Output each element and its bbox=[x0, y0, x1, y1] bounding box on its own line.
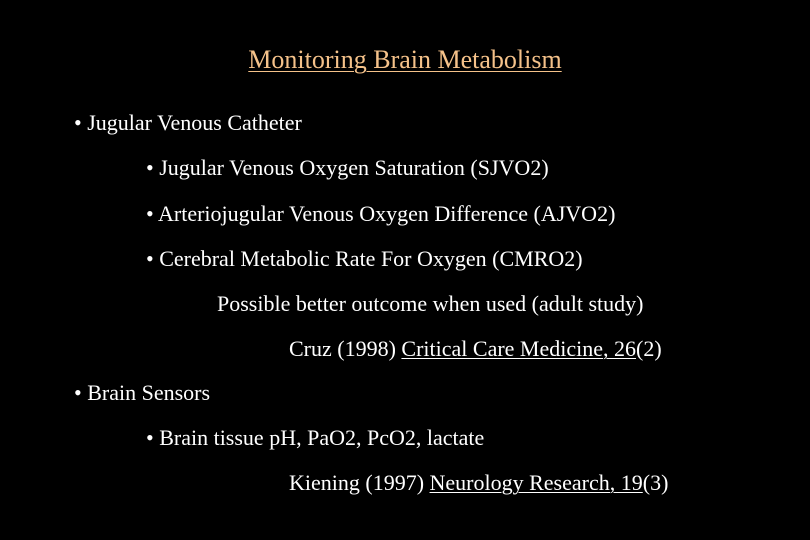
citation-journal: Neurology Research, 19 bbox=[429, 470, 643, 495]
bullet-text: Jugular Venous Catheter bbox=[87, 110, 302, 135]
bullet-icon: • bbox=[146, 425, 154, 450]
bullet-text: Cerebral Metabolic Rate For Oxygen (CMRO2) bbox=[159, 246, 583, 271]
citation-cruz bbox=[289, 336, 662, 362]
bullet-brain-sensors bbox=[74, 380, 210, 406]
bullet-text: Brain Sensors bbox=[87, 380, 211, 405]
bullet-icon: • bbox=[146, 246, 154, 271]
subbullet-ajvo2 bbox=[146, 201, 615, 227]
citation-author: Kiening (1997) bbox=[289, 470, 430, 495]
subbullet-cmro2 bbox=[146, 246, 583, 272]
citation-kiening bbox=[289, 470, 668, 496]
outcome-note: Possible better outcome when used (adult study) bbox=[217, 291, 644, 316]
citation-issue: (2) bbox=[636, 336, 662, 361]
bullet-icon: • bbox=[74, 380, 82, 405]
bullet-icon: • bbox=[74, 110, 82, 135]
subbullet-brain-tissue bbox=[146, 425, 484, 451]
bullet-text: Jugular Venous Oxygen Saturation (SJVO2) bbox=[159, 155, 549, 180]
bullet-icon: • bbox=[146, 155, 154, 180]
slide-title: Monitoring Brain Metabolism bbox=[248, 45, 562, 74]
bullet-text: Arteriojugular Venous Oxygen Difference (AJVO2) bbox=[158, 201, 616, 226]
citation-author: Cruz (1998) bbox=[289, 336, 402, 361]
subbullet-sjvo2 bbox=[146, 155, 549, 181]
citation-issue: (3) bbox=[642, 470, 669, 495]
citation-journal: Critical Care Medicine, 26 bbox=[401, 336, 637, 361]
bullet-icon: • bbox=[146, 201, 154, 226]
bullet-text: Brain tissue pH, PaO2, PcO2, lactate bbox=[159, 425, 485, 450]
bullet-jugular-venous-catheter bbox=[74, 110, 302, 136]
